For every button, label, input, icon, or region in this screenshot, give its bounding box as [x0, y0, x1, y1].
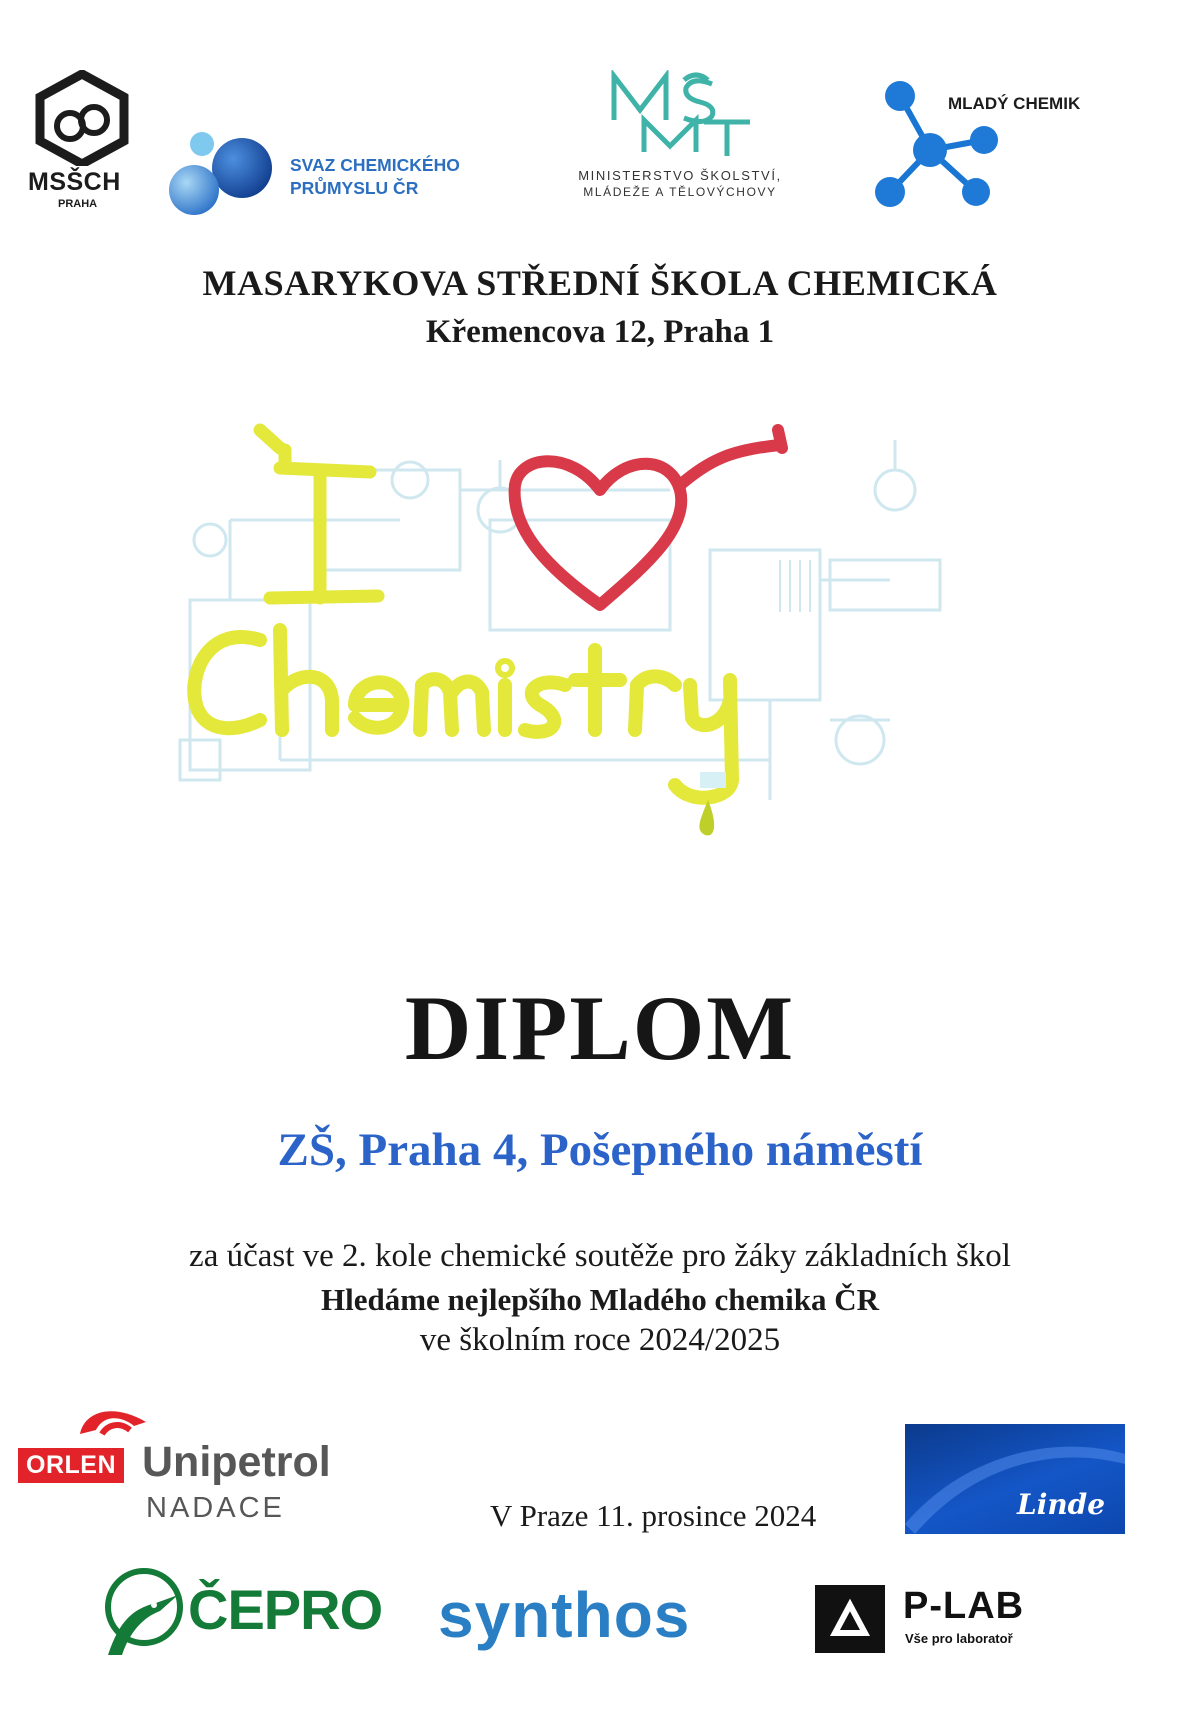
orlen-unipetrol-logo — [18, 1400, 378, 1530]
nadace-label: NADACE — [146, 1492, 285, 1524]
svaz-logo — [168, 130, 508, 220]
orlen-brand: ORLEN — [18, 1448, 124, 1483]
unipetrol-name: Unipetrol — [142, 1438, 331, 1486]
svaz-line1: SVAZ CHEMICKÉHO — [290, 155, 460, 175]
diploma-title: DIPLOM — [404, 977, 796, 1079]
school-address: Křemencova 12, Praha 1 — [425, 314, 775, 350]
svaz-line2: PRŮMYSLU ČR — [290, 178, 419, 198]
msmt-line1: MINISTERSTVO ŠKOLSTVÍ, — [578, 168, 782, 183]
linde-logo — [905, 1424, 1125, 1534]
competition-name: Hledáme nejlepšího Mladého chemika ČR — [321, 1282, 879, 1317]
issue-date: V Praze 11. prosince 2024 — [490, 1498, 817, 1533]
plab-name: P-LAB — [903, 1585, 1025, 1627]
msscch-subtitle: PRAHA — [58, 198, 98, 210]
msscch-logo — [28, 70, 138, 220]
linde-name: Linde — [1017, 1488, 1106, 1521]
lab-apparatus-background — [180, 440, 940, 800]
yellow-letter-i — [260, 430, 378, 598]
plab-logo — [815, 1585, 1075, 1655]
cepro-logo — [100, 1565, 390, 1660]
msmt-line2: MLÁDEŽE A TĚLOVÝCHOVY — [583, 185, 777, 199]
mlady-chemik-logo — [866, 74, 1126, 214]
yellow-word-chemistry — [194, 630, 732, 798]
molecule-blue-icon — [168, 130, 278, 216]
plab-tagline: Vše pro laboratoř — [905, 1631, 1013, 1646]
msscch-hexagon-icon — [32, 70, 132, 166]
yellow-green-drop — [699, 800, 714, 835]
synthos-logo: synthos — [438, 1579, 691, 1651]
mlady-chemik-label: MLADÝ CHEMIK — [948, 94, 1081, 113]
msscch-title: MSŠCH — [28, 168, 121, 196]
school-name: MASARYKOVA STŘEDNÍ ŠKOLA CHEMICKÁ — [202, 263, 998, 303]
i-love-chemistry-illustration — [170, 400, 1070, 920]
msmt-monogram-icon — [600, 70, 760, 162]
cepro-bird-icon — [100, 1565, 184, 1657]
red-heart — [515, 430, 782, 605]
msmt-logo — [530, 70, 830, 210]
plab-triangle-icon — [815, 1585, 885, 1653]
cepro-name: ČEPRO — [188, 1578, 383, 1641]
school-year-line: ve školním roce 2024/2025 — [419, 1322, 781, 1358]
orlen-eagle-icon — [74, 1400, 154, 1440]
body-line-1: za účast ve 2. kole chemické soutěže pro žáky základních škol — [189, 1238, 1011, 1274]
recipient-name: ZŠ, Praha 4, Pošepného náměstí — [277, 1124, 923, 1176]
